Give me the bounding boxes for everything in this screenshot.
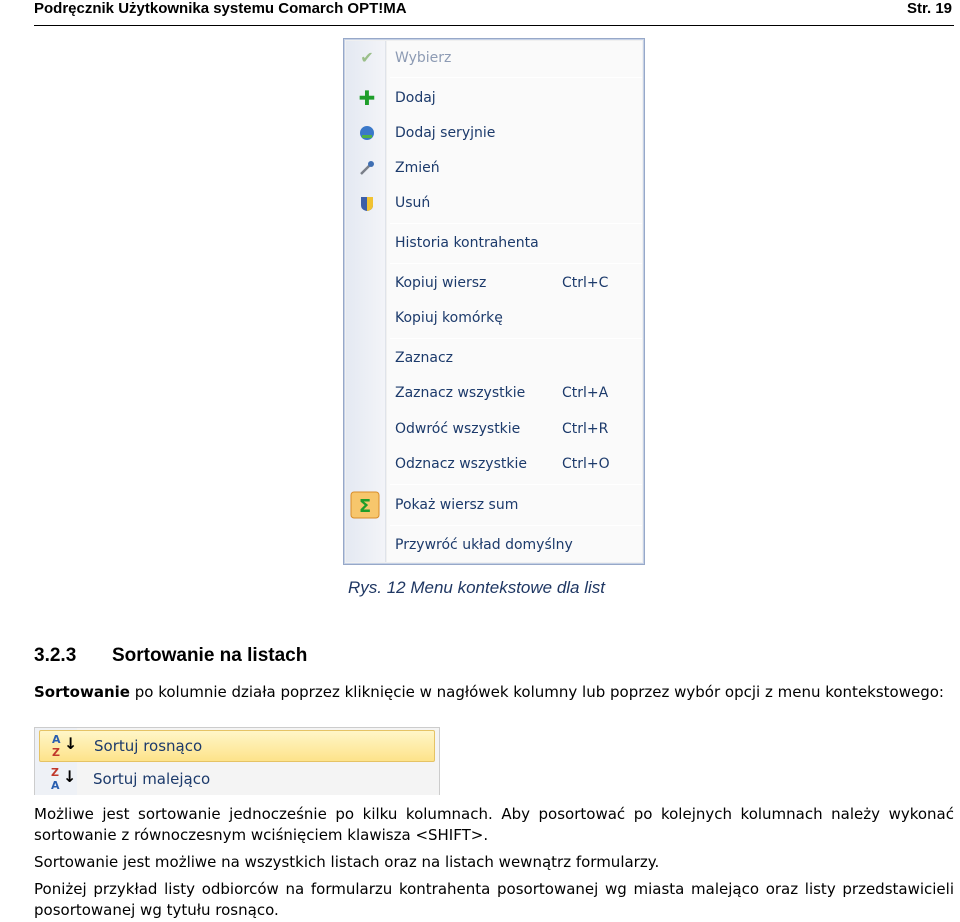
- menu-item-sortuj-malejaco[interactable]: [39, 764, 435, 796]
- menu-separator: [390, 338, 642, 339]
- bold-term: Sortowanie: [34, 683, 130, 701]
- menu-item-odznacz-wszystkie[interactable]: [344, 449, 644, 479]
- sort-menu-snippet: [34, 727, 440, 795]
- menu-item-zaznacz-wszystkie[interactable]: [344, 378, 644, 408]
- menu-item-przywroc-uklad[interactable]: [344, 530, 644, 560]
- paragraph-example: Poniżej przykład listy odbiorców na formularzu kontrahenta posortowanej wg miasta malejąco oraz listy przedstawicieli posortowanej wg tytułu rosnąco.: [34, 880, 954, 919]
- arrow-down-icon: ↓: [63, 767, 77, 786]
- menu-separator: [390, 223, 642, 224]
- svg-text:Σ: Σ: [358, 496, 372, 517]
- section-number: 3.2.3: [34, 645, 77, 666]
- glyph-top: Z: [51, 766, 59, 779]
- menu-item-label: Sortuj rosnąco: [94, 737, 203, 755]
- menu-item-label: Pokaż wiersz sum: [395, 497, 519, 513]
- menu-item-label: Dodaj seryjnie: [395, 125, 496, 141]
- menu-item-label: Zaznacz: [395, 350, 454, 366]
- menu-item-sortuj-rosnaco[interactable]: [39, 730, 435, 762]
- menu-item-label: Historia kontrahenta: [395, 235, 539, 251]
- menu-item-label: Sortuj malejąco: [93, 770, 211, 788]
- page-header: [34, 0, 954, 26]
- sum-icon: [350, 491, 380, 519]
- glyph-top: A: [52, 733, 61, 746]
- menu-item-zmien[interactable]: [344, 153, 644, 183]
- glyph-bottom: A: [51, 779, 60, 792]
- sort-ascending-icon: [52, 733, 80, 761]
- menu-item-dodaj-seryjnie[interactable]: [344, 118, 644, 148]
- menu-item-shortcut: Ctrl+R: [562, 421, 609, 437]
- menu-item-label: Odwróć wszystkie: [395, 421, 521, 437]
- menu-item-label: Kopiuj wiersz: [395, 275, 487, 291]
- check-icon: ✔: [360, 48, 374, 67]
- context-menu: [343, 38, 645, 565]
- paragraph-text: po kolumnie działa poprzez kliknięcie w nagłówek kolumny lub poprzez wybór opcji z menu kontekstowego:: [129, 683, 944, 701]
- menu-item-shortcut: Ctrl+O: [562, 456, 610, 472]
- paragraph-multi-sort: Możliwe jest sortowanie jednocześnie po kilku kolumnach. Aby posortować po kolejnych kolumnach należy wykonać sortowanie z równoczesnym wciśnięciem klawisza <SHIFT>.: [34, 805, 954, 844]
- sort-descending-icon: [51, 766, 79, 794]
- add-series-icon: [358, 124, 376, 142]
- menu-item-historia-kontrahenta[interactable]: [344, 228, 644, 258]
- menu-item-shortcut: Ctrl+C: [562, 275, 609, 291]
- section-heading: [34, 645, 307, 667]
- menu-item-label: Wybierz: [395, 50, 452, 66]
- menu-item-label: Zaznacz wszystkie: [395, 385, 526, 401]
- paragraph-sorting-intro: [34, 682, 954, 703]
- menu-item-kopiuj-wiersz[interactable]: [344, 268, 644, 298]
- menu-item-dodaj[interactable]: [344, 83, 644, 113]
- menu-item-label: Kopiuj komórkę: [395, 310, 503, 326]
- glyph-bottom: Z: [52, 746, 60, 759]
- menu-item-pokaz-wiersz-sum[interactable]: [344, 490, 644, 520]
- menu-separator: [390, 525, 642, 526]
- edit-icon: [358, 159, 376, 177]
- menu-item-label: Usuń: [395, 195, 431, 211]
- menu-item-odwroc-wszystkie[interactable]: [344, 414, 644, 444]
- menu-separator: [390, 263, 642, 264]
- menu-item-kopiuj-komorke[interactable]: [344, 303, 644, 333]
- menu-item-label: Dodaj: [395, 90, 436, 106]
- menu-separator: [390, 77, 642, 78]
- menu-item-label: Odznacz wszystkie: [395, 456, 527, 472]
- page-number: Str. 19: [906, 0, 952, 17]
- delete-icon: [358, 194, 376, 212]
- arrow-down-icon: ↓: [64, 734, 78, 753]
- menu-item-label: Zmień: [395, 160, 440, 176]
- plus-icon: ✚: [358, 86, 376, 110]
- menu-item-zaznacz[interactable]: [344, 343, 644, 373]
- paragraph-sort-scope: Sortowanie jest możliwe na wszystkich listach oraz na listach wewnątrz formularzy.: [34, 853, 660, 871]
- section-title: Sortowanie na listach: [112, 645, 308, 666]
- menu-separator: [390, 484, 642, 485]
- menu-item-shortcut: Ctrl+A: [562, 385, 609, 401]
- figure-caption: Rys. 12 Menu kontekstowe dla list: [348, 578, 606, 597]
- document-title: Podręcznik Użytkownika systemu Comarch OPT!MA: [34, 0, 407, 17]
- menu-item-label: Przywróć układ domyślny: [395, 537, 573, 553]
- menu-item-wybierz[interactable]: [344, 43, 644, 73]
- menu-item-usun[interactable]: [344, 188, 644, 218]
